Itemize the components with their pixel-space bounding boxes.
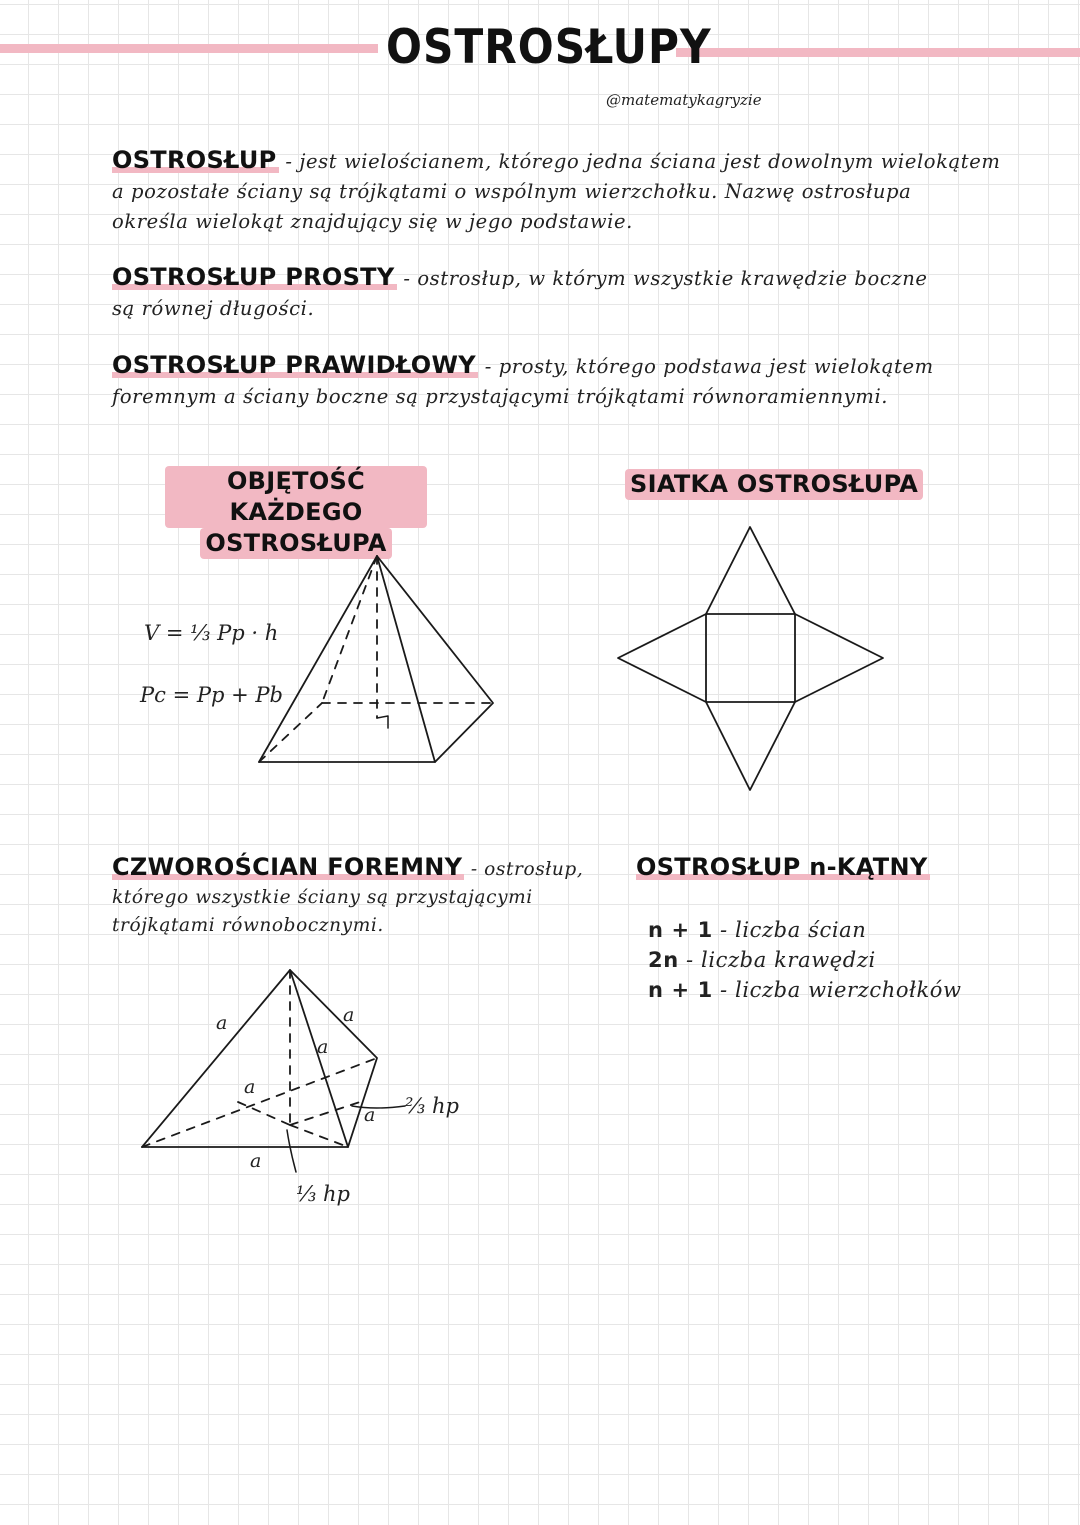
formula-volume: V = ⅓ Pp · h	[144, 621, 279, 645]
edge-label-a: a	[250, 1150, 262, 1172]
definition-text: jest wielościanem, którego jedna ściana jest dowolnym wielokątem	[299, 150, 1001, 173]
term-ostroslup-prosty: OSTROSŁUP PROSTY	[112, 263, 395, 291]
definition-text: określa wielokąt znajdujący się w jego podstawie.	[112, 210, 633, 233]
volume-heading: OBJĘTOŚĆ KAŻDEGO OSTROSŁUPA	[165, 466, 427, 559]
definition-text: którego wszystkie ściany są przystającymi	[112, 887, 533, 908]
definition-text: a pozostałe ściany są trójkątami o wspólnym wierzchołku. Nazwę ostrosłupa	[112, 180, 912, 203]
term-ostroslup-prawidlowy: OSTROSŁUP PRAWIDŁOWY	[112, 351, 476, 379]
definition-text: foremnym a ściany boczne są przystającymi trójkątami równoramiennymi.	[112, 385, 889, 408]
definition-ostroslup-prosty: OSTROSŁUP PROSTY - ostrosłup, w którym wszystkie krawędzie boczne są równej długości.	[112, 262, 928, 324]
formula-total-area: Pc = Pp + Pb	[140, 683, 283, 707]
definition-text: są równej długości.	[112, 297, 315, 320]
net-heading: SIATKA OSTROSŁUPA	[625, 469, 923, 500]
definition-ostroslup-prawidlowy: OSTROSŁUP PRAWIDŁOWY - prosty, którego podstawa jest wielokątem foremnym a ściany boczne są przystającymi trójkątami równoramiennymi.	[112, 350, 934, 412]
definition-text: ostrosłup, w którym wszystkie krawędzie boczne	[417, 267, 928, 290]
definition-text: prosty, którego podstawa jest wielokątem	[498, 355, 934, 378]
definition-ostroslup: OSTROSŁUP - jest wielościanem, którego jedna ściana jest dowolnym wielokątem a pozostałe ściany są trójkątami o wspólnym wierzchołku. Nazwę ostrosłupa określa wielokąt znajdujący się w jego podstawie.	[112, 145, 1000, 237]
pyramid-net-diagram	[618, 527, 883, 790]
n-gonal-item-edges: 2n - liczba krawędzi	[648, 948, 876, 972]
term-ostroslup: OSTROSŁUP	[112, 146, 277, 174]
definition-text: trójkątami równobocznymi.	[112, 915, 384, 936]
edge-label-a: a	[343, 1004, 355, 1026]
n-gonal-item-vertices: n + 1 - liczba wierzchołków	[648, 978, 962, 1002]
edge-label-a: a	[244, 1076, 256, 1098]
n-gonal-item-faces: n + 1 - liczba ścian	[648, 918, 867, 942]
edge-label-a: a	[216, 1012, 228, 1034]
page-title: OSTROSŁUPY	[386, 20, 712, 75]
n-gonal-heading: OSTROSŁUP n-KĄTNY	[636, 853, 928, 881]
label-one-third-hp: ⅓ hp	[296, 1182, 350, 1206]
square-pyramid-diagram	[259, 556, 493, 762]
edge-label-a: a	[317, 1036, 329, 1058]
definition-czworoscian: CZWOROŚCIAN FOREMNY - ostrosłup, którego wszystkie ściany są przystającymi trójkątami równobocznymi.	[112, 853, 583, 940]
author-handle: @matematykagryzie	[606, 91, 762, 109]
term-czworoscian: CZWOROŚCIAN FOREMNY	[112, 853, 463, 881]
definition-text: ostrosłup,	[484, 859, 584, 880]
tetrahedron-diagram	[142, 970, 405, 1172]
label-two-thirds-hp: ⅔ hp	[405, 1094, 459, 1118]
edge-label-a: a	[364, 1104, 376, 1126]
